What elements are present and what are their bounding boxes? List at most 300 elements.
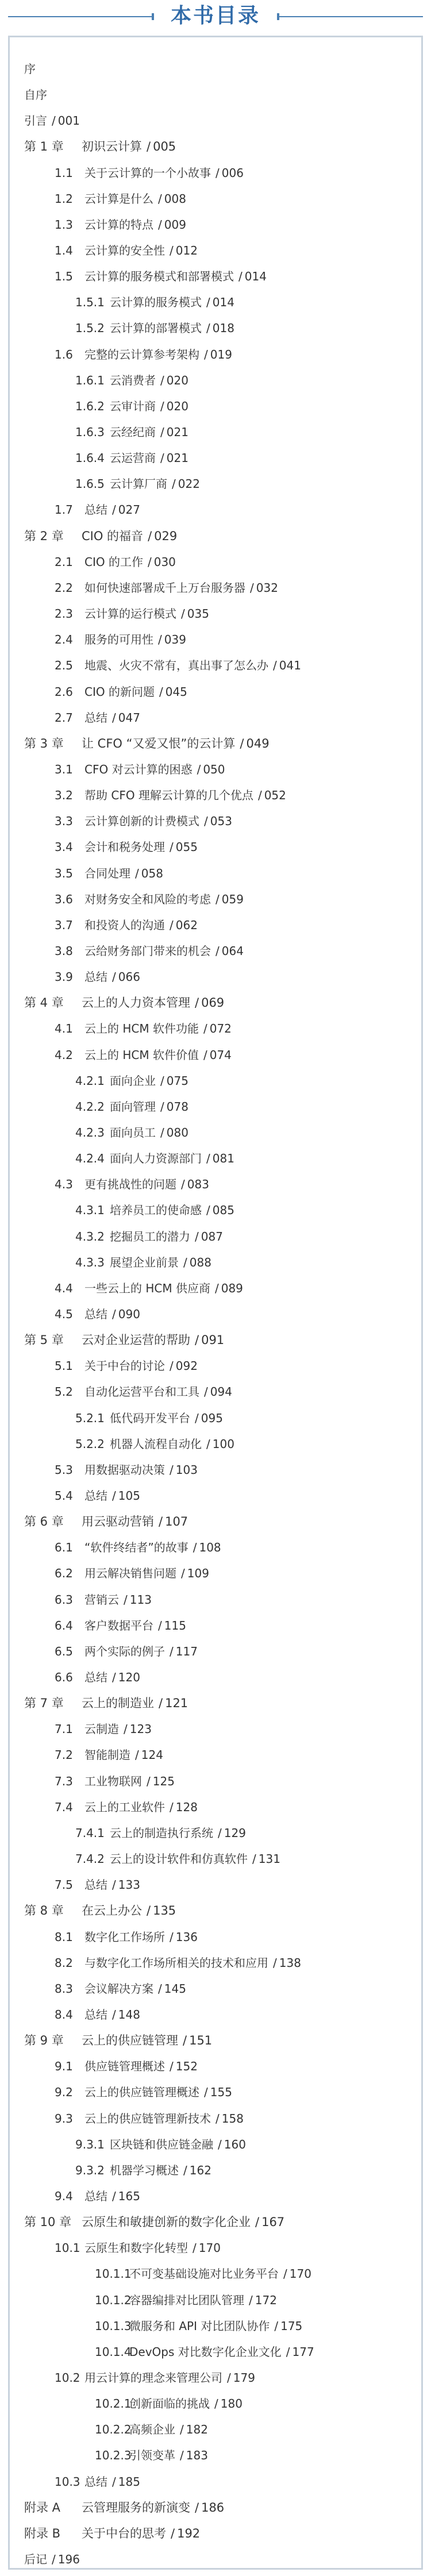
toc-number: 第 6 章 [24,1515,64,1528]
toc-chapter [24,1903,176,1919]
toc-number: 10.2.1 [95,2397,132,2411]
toc-section [75,1436,234,1452]
toc-number: 4.3.1 [75,1203,105,1217]
toc-page-number: 151 [189,2034,213,2047]
toc-section [55,2370,255,2386]
toc-separator: / [238,269,243,283]
toc-entry [24,113,80,129]
toc-text: 总结 [84,1307,107,1321]
toc-page-number: 009 [164,218,186,232]
toc-page-number: 087 [201,1230,223,1243]
toc-text: 总结 [84,970,107,984]
toc-section [55,554,176,570]
toc-separator: / [206,1437,210,1451]
toc-number: 10.2.3 [95,2448,132,2462]
toc-section [55,1669,140,1685]
toc-number: 4.2.2 [75,1100,105,1114]
toc-separator: / [183,2034,187,2047]
toc-separator: / [250,581,254,595]
toc-text: 云上的供应链管理 [82,2034,178,2047]
toc-text: 云上的工业软件 [84,1800,165,1814]
toc-text: DevOps 对比数字化企业文化 [129,2345,282,2359]
toc-separator: / [180,2423,184,2436]
toc-separator: / [257,788,262,802]
toc-separator: / [160,1100,164,1114]
toc-text: 云制造 [84,1722,119,1736]
toc-chapter [24,2500,224,2516]
toc-text: 云上的制造执行系统 [110,1826,213,1840]
toc-number: 1.6.1 [75,373,105,387]
toc-separator: / [170,2059,174,2073]
toc-text: 初识云计算 [82,140,142,153]
toc-section [55,1773,175,1789]
toc-page-number: 035 [187,607,209,621]
toc-page-number: 021 [166,425,188,439]
toc-number: 1.6.2 [75,399,105,413]
toc-section [55,1539,221,1555]
toc-page-number: 020 [166,373,188,387]
toc-text: 用云计算的理念来管理公司 [84,2371,222,2385]
toc-text: 会计和税务处理 [84,840,165,854]
toc-chapter [24,1695,188,1711]
toc-text: 云上的人力资本管理 [82,996,190,1010]
toc-section [55,710,140,726]
toc-separator: / [160,1074,164,1088]
toc-section [55,1618,186,1634]
toc-text: 云计算的部署模式 [110,321,202,335]
toc-separator: / [170,244,174,257]
toc-text: 总结 [84,1489,107,1503]
toc-number: 3.1 [55,763,73,776]
toc-page-number: 177 [292,2345,314,2359]
toc-separator: / [214,2397,218,2411]
toc-number: 3.9 [55,970,73,984]
toc-text: 不可变基础设施对比业务平台 [129,2267,279,2281]
toc-page-number: 129 [224,1826,246,1840]
toc-text: 帮助 CFO 理解云计算的几个优点 [84,788,253,802]
toc-page-number: 162 [189,2163,211,2177]
toc-page-number: 006 [221,166,244,180]
toc-number: 7.2 [55,1748,73,1762]
toc-section [55,787,286,803]
toc-number: 8.4 [55,2008,73,2021]
toc-text: 总结 [84,1670,107,1684]
toc-text: 区块链和供应链金融 [110,2138,213,2151]
toc-separator: / [197,763,201,776]
toc-separator: / [195,1230,199,1243]
toc-text: 地震、火灾不常有，真出事了怎么办 [84,659,268,672]
toc-text: 培养员工的使命感 [110,1203,202,1217]
toc-page-number: 185 [118,2475,140,2489]
toc-text: 后记 [24,2552,47,2566]
toc-page-number: 133 [118,1878,140,1892]
toc-section [95,2318,302,2334]
toc-number: 4.2.1 [75,1074,105,1088]
toc-page-number: 167 [261,2215,285,2229]
toc-section [55,1592,152,1608]
toc-section [55,1462,198,1478]
toc-separator: / [193,2241,197,2255]
toc-text: 微服务和 API 对比团队协作 [129,2319,270,2333]
toc-text: 会议解决方案 [84,1982,153,1996]
toc-section [55,268,267,284]
toc-number: 1.4 [55,244,73,257]
toc-page-number: 165 [118,2189,140,2203]
toc-number: 2.3 [55,607,73,621]
toc-text: CIO 的工作 [84,555,143,569]
toc-chapter [24,736,270,752]
toc-page-number: 131 [258,1852,280,1866]
toc-separator: / [52,114,56,128]
toc-number: 第 2 章 [24,529,64,543]
toc-text: 对财务安全和风险的考虑 [84,892,211,906]
toc-page-number: 062 [175,918,198,932]
toc-header [0,0,431,32]
toc-separator: / [216,166,220,180]
toc-number: 1.2 [55,192,73,206]
toc-page-number: 121 [165,1696,188,1710]
toc-section [55,657,301,673]
toc-number: 10.1.2 [95,2293,132,2307]
toc-text: 创新面临的挑战 [129,2397,210,2411]
toc-text: 用云驱动营销 [82,1515,154,1528]
toc-page-number: 145 [164,1982,186,1996]
toc-number: 9.1 [55,2059,73,2073]
toc-text: 引言 [24,114,47,128]
toc-number: 1.6.3 [75,425,105,439]
toc-text: CIO 的新问题 [84,685,155,699]
toc-text: 云上的设计软件和仿真软件 [110,1852,248,1866]
toc-page-number: 089 [221,1281,243,1295]
toc-number: 4.5 [55,1307,73,1321]
toc-separator: / [204,348,208,361]
toc-section [55,943,244,959]
toc-page-number: 055 [175,840,198,854]
toc-page-number: 069 [201,996,225,1010]
toc-section [75,1254,211,1270]
toc-section [55,1643,198,1659]
toc-section [55,813,232,829]
toc-number: 4.2.3 [75,1126,105,1139]
toc-separator: / [112,503,116,517]
toc-separator: / [206,321,210,335]
toc-number: 9.3.2 [75,2163,105,2177]
toc-separator: / [112,970,116,984]
toc-section [55,865,163,881]
toc-number: 3.4 [55,840,73,854]
toc-separator: / [147,1904,151,1917]
toc-text: 关于中台的思考 [82,2527,166,2540]
toc-number: 8.3 [55,1982,73,1996]
header-rule-right [279,16,423,17]
toc-text: 面向企业 [110,1074,156,1088]
toc-separator: / [206,1203,210,1217]
toc-page-number: 103 [175,1463,198,1477]
toc-section [75,1825,246,1841]
toc-number: 7.4 [55,1800,73,1814]
toc-separator: / [112,2008,116,2021]
toc-page-number: 125 [152,1774,175,1788]
toc-number: 7.5 [55,1878,73,1892]
toc-chapter [24,2525,200,2542]
toc-number: 4.2.4 [75,1152,105,1165]
toc-number: 8.1 [55,1930,73,1944]
toc-page-number: 020 [166,399,188,413]
toc-text: CFO 对云计算的困惑 [84,763,193,776]
toc-separator: / [180,2448,184,2462]
toc-separator: / [135,867,139,880]
toc-entry [24,2551,80,2567]
toc-text: 云上的 HCM 软件价值 [84,1048,199,1062]
toc-number: 5.3 [55,1463,73,1477]
toc-section [55,1929,198,1945]
toc-page-number: 115 [164,1619,186,1632]
toc-page-number: 136 [175,1930,198,1944]
toc-separator: / [181,1177,185,1191]
toc-separator: / [170,1645,174,1658]
toc-separator: / [112,1307,116,1321]
toc-number: 4.2 [55,1048,73,1062]
toc-number: 9.2 [55,2085,73,2099]
toc-text: 序 [24,62,36,76]
toc-page-number: 179 [233,2371,255,2385]
toc-section [55,1565,209,1581]
toc-section [95,2344,314,2360]
toc-number: 9.3.1 [75,2138,105,2151]
toc-page-number: 180 [220,2397,243,2411]
toc-number: 3.3 [55,814,73,828]
toc-separator: / [147,140,151,153]
toc-separator: / [158,1982,162,1996]
toc-separator: / [52,2552,56,2566]
toc-page-number: 192 [177,2527,201,2540]
toc-separator: / [195,996,199,1010]
toc-text: 云计算厂商 [110,477,167,491]
toc-text: 云计算的安全性 [84,244,165,257]
toc-number: 10.1.1 [95,2267,132,2281]
toc-separator: / [206,295,210,309]
toc-text: 自序 [24,88,47,102]
toc-section [55,684,187,700]
toc-section [55,1280,243,1296]
toc-text: 云计算是什么 [84,192,153,206]
toc-number: 附录 A [24,2501,61,2515]
toc-page-number: 182 [186,2423,208,2436]
toc-separator: / [170,1359,174,1373]
toc-text: “软件终结者”的故事 [84,1541,188,1554]
toc-page-number: 012 [175,244,198,257]
toc-chapter [24,2032,212,2049]
toc-number: 1.6.4 [75,451,105,465]
toc-separator: / [181,1566,185,1580]
toc-page-number: 091 [201,1333,225,1347]
toc-separator: / [195,1411,199,1425]
toc-section [75,1229,223,1245]
toc-separator: / [195,2501,199,2515]
toc-section [55,2007,140,2023]
toc-page-number: 008 [164,192,186,206]
toc-section [55,346,232,363]
toc-text: 和投资人的沟通 [84,918,165,932]
toc-page-number: 064 [221,944,244,958]
toc-text: 云上的供应链管理新技术 [84,2112,211,2126]
toc-section [55,969,140,985]
toc-number: 1.7 [55,503,73,517]
toc-separator: / [159,685,163,699]
toc-separator: / [181,607,185,621]
toc-section [75,1202,234,1218]
toc-text: 云消费者 [110,373,156,387]
toc-page-number: 078 [166,1100,188,1114]
toc-page-number: 019 [210,348,232,361]
toc-number: 4.1 [55,1022,73,1035]
toc-section [55,1384,232,1400]
toc-number: 5.2.2 [75,1437,105,1451]
toc-page-number: 001 [57,114,80,128]
toc-number: 第 4 章 [24,996,64,1010]
toc-page-number: 175 [280,2319,303,2333]
toc-number: 2.5 [55,659,73,672]
toc-text: 云经纪商 [110,425,156,439]
toc-number: 9.3 [55,2112,73,2126]
toc-text: 关于中台的讨论 [84,1359,165,1373]
toc-number: 6.6 [55,1670,73,1684]
toc-number: 5.2 [55,1385,73,1399]
toc-number: 2.1 [55,555,73,569]
toc-page-number: 170 [198,2241,221,2255]
toc-number: 2.7 [55,711,73,725]
toc-page-number: 094 [210,1385,232,1399]
toc-page-number: 066 [118,970,140,984]
toc-number: 1.5.2 [75,321,105,335]
toc-text: 智能制造 [84,1748,130,1762]
toc-text: 容器编排对比团队管理 [129,2293,244,2307]
toc-section [75,1099,188,1115]
toc-page-number: 135 [153,1904,176,1917]
toc-separator: / [158,218,162,232]
toc-separator: / [216,2112,220,2126]
toc-page-number: 109 [187,1566,209,1580]
toc-text: 营销云 [84,1593,119,1607]
toc-number: 3.7 [55,918,73,932]
toc-section [75,1125,188,1141]
toc-number: 4.3.2 [75,1230,105,1243]
toc-text: 工业物联网 [84,1774,142,1788]
toc-page-number: 050 [203,763,225,776]
toc-section [75,294,234,310]
toc-text: 云计算的运行模式 [84,607,176,621]
toc-text: 服务的可用性 [84,633,153,646]
toc-section [95,2421,208,2438]
toc-separator: / [172,477,176,491]
toc-number: 1.6 [55,348,73,361]
toc-text: 完整的云计算参考架构 [84,348,199,361]
toc-section [55,632,186,648]
toc-separator: / [148,529,152,543]
toc-page-number: 058 [141,867,163,880]
toc-number: 2.2 [55,581,73,595]
toc-separator: / [170,1800,174,1814]
toc-chapter [24,1332,224,1348]
toc-section [75,398,188,414]
toc-number: 6.5 [55,1645,73,1658]
toc-section [75,372,188,388]
toc-number: 7.1 [55,1722,73,1736]
toc-number: 5.4 [55,1489,73,1503]
toc-separator: / [273,1956,277,1970]
toc-section [55,2111,244,2127]
toc-page-number: 045 [165,685,187,699]
toc-entry [24,61,36,77]
toc-separator: / [112,2475,116,2489]
toc-text: 云计算的特点 [84,218,153,232]
toc-number: 1.6.5 [75,477,105,491]
toc-separator: / [273,659,277,672]
toc-page-number: 170 [289,2267,311,2281]
toc-page-number: 018 [212,321,234,335]
toc-text: CIO 的福音 [82,529,144,543]
toc-number: 5.2.1 [75,1411,105,1425]
toc-section [75,2136,246,2153]
toc-page-number: 041 [279,659,301,672]
toc-page-number: 158 [221,2112,244,2126]
toc-section [55,242,198,259]
toc-section [55,1981,186,1997]
toc-number: 10.1.3 [95,2319,132,2333]
header-rule-left [8,16,152,17]
toc-section [55,2240,221,2256]
toc-page-number: 092 [175,1359,198,1373]
toc-section [75,450,188,466]
toc-page-number: 047 [118,711,140,725]
toc-number: 1.3 [55,218,73,232]
toc-page-number: 100 [212,1437,234,1451]
toc-number: 8.2 [55,1956,73,1970]
toc-separator: / [204,1385,208,1399]
toc-section [55,191,186,207]
toc-section [55,1877,140,1893]
toc-section [75,2162,211,2178]
toc-separator: / [206,1152,210,1165]
toc-page-number: 196 [57,2552,80,2566]
toc-separator: / [170,1463,174,1477]
toc-page-number: 049 [246,737,270,750]
toc-text: 云上的供应链管理概述 [84,2085,199,2099]
toc-text: 总结 [84,2475,107,2489]
toc-page-number: 052 [264,788,286,802]
toc-section [55,606,209,622]
toc-number: 6.3 [55,1593,73,1607]
toc-number: 3.5 [55,867,73,880]
toc-separator: / [255,2215,260,2229]
toc-section [55,761,225,777]
toc-page-number: 027 [118,503,140,517]
toc-separator: / [216,892,220,906]
toc-separator: / [283,2267,287,2281]
toc-separator: / [170,840,174,854]
toc-text: 总结 [84,503,107,517]
toc-number: 6.4 [55,1619,73,1632]
toc-section [55,1021,232,1037]
toc-section [55,1488,140,1504]
toc-number: 10.1 [55,2241,80,2255]
toc-separator: / [147,555,152,569]
toc-text: 云给财务部门带来的机会 [84,944,211,958]
toc-section [95,2292,277,2308]
toc-text: 用数据驱动决策 [84,1463,165,1477]
toc-page-number: 083 [187,1177,209,1191]
toc-text: 合同处理 [84,867,130,880]
